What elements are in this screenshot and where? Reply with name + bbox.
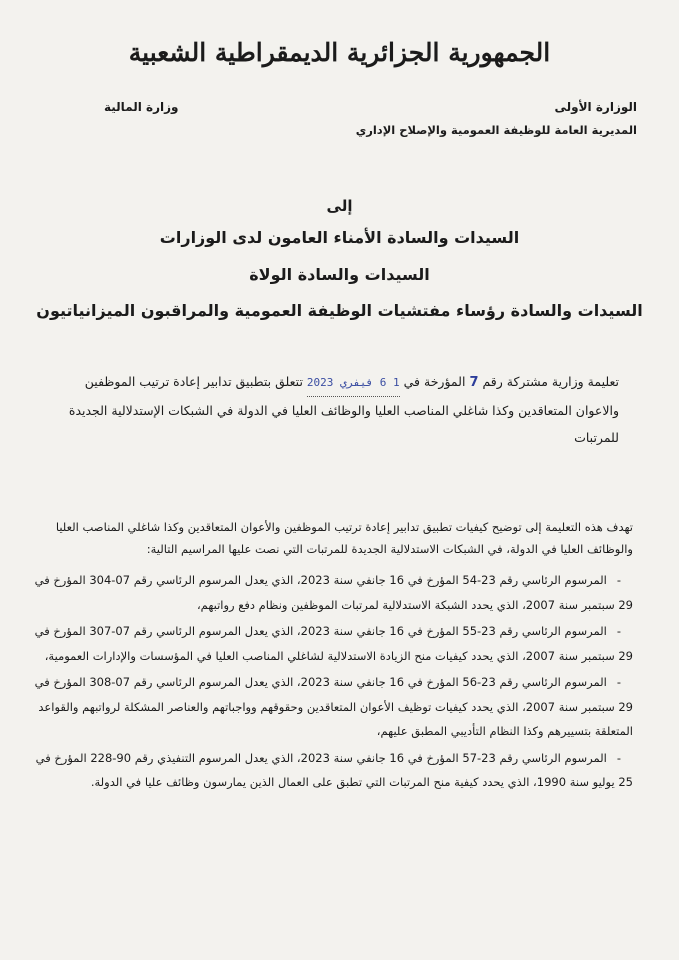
- list-item: -المرسوم الرئاسي رقم 23-57 المؤرخ في 16 جانفي سنة 2023، الذي يعدل المرسوم التنفيذي رقم 90-228 المؤرخ في 25 يوليو سنة 1990، الذي يحدد كيفية منح المرتبات التي تطبق على العمال الذين يمارسون وظائف عليا في الدولة.: [35, 750, 633, 789]
- addressee-line-2: السيدات والسادة الولاة: [249, 265, 430, 284]
- intro-paragraph: تهدف هذه التعليمة إلى توضيح كيفيات تطبيق تدابير إعادة ترتيب الموظفين والأعوان المتعاقدين وكذا شاغلي المناصب العليا والوظائف العليا في الدولة، في الشبكات الاستدلالية الجديدة للمرتبات التي نصت عليها المراسيم التالية:: [55, 520, 633, 556]
- body-text: [28, 516, 633, 797]
- list-item: -المرسوم الرئاسي رقم 23-55 المؤرخ في 16 جانفي سنة 2023، الذي يعدل المرسوم الرئاسي رقم 07-307 المؤرخ في 29 سبتمبر سنة 2007، الذي يحدد كيفيات منح الزيادة الاستدلالية لشاغلي المناصب العليا في المؤسسات والإدارات العمومية،: [34, 624, 633, 663]
- list-item: -المرسوم الرئاسي رقم 23-56 المؤرخ في 16 جانفي سنة 2023، الذي يعدل المرسوم الرئاسي رقم 07-308 المؤرخ في 29 سبتمبر سنة 2007، الذي يحدد كيفيات توظيف الأعوان المتعاقدين وحقوقهم وواجباتهم والعناصر المشكلة لرواتبهم والقواعد المتعلقة بتسييرهم وكذا النظام التأديبي المطبق عليهم،: [34, 675, 633, 738]
- subject-part-3: تتعلق بتطبيق تدابير إعادة ترتيب الموظفين والاعوان المتعاقدين وكذا شاغلي المناصب العليا والوظائف العليا في الدولة في الشبكات الإستدلالية الجديدة للمرتبات: [68, 374, 619, 445]
- decree-list: [28, 568, 633, 795]
- subject-block: [40, 368, 619, 451]
- instruction-number: 7: [469, 375, 479, 390]
- addressee-line-1: السيدات والسادة الأمناء العامون لدى الوزارات: [159, 228, 520, 247]
- subject-part-1: تعليمة وزارية مشتركة رقم: [482, 374, 619, 389]
- list-item: -المرسوم الرئاسي رقم 23-54 المؤرخ في 16 جانفي سنة 2023، الذي يعدل المرسوم الرئاسي رقم 07-304 المؤرخ في 29 سبتمبر سنة 2007، الذي يحدد الشبكة الاستدلالية لمرتبات الموظفين ونظام دفع رواتبهم،: [34, 573, 633, 612]
- republic-header: الجمهورية الجزائرية الديمقراطية الشعبية: [128, 38, 551, 67]
- addressee-to: إلى: [326, 197, 353, 215]
- subject-part-2: المؤرخة في: [403, 374, 466, 389]
- ministry-first: الوزارة الأولى: [554, 100, 637, 114]
- ministry-finance: وزارة المالية: [104, 100, 179, 114]
- dash-bullet-icon: -: [616, 675, 621, 689]
- date-stamp: 1 6 فيفري 2023: [307, 369, 400, 397]
- dash-bullet-icon: -: [616, 750, 621, 765]
- directorate-name: المديرية العامة للوظيفة العمومية والإصلاح الإداري: [355, 123, 637, 137]
- dash-bullet-icon: -: [616, 624, 621, 638]
- dash-bullet-icon: -: [616, 573, 621, 587]
- addressee-line-3: السيدات والسادة رؤساء مفتشيات الوظيفة العمومية والمراقبون الميزانياتيون: [36, 301, 643, 320]
